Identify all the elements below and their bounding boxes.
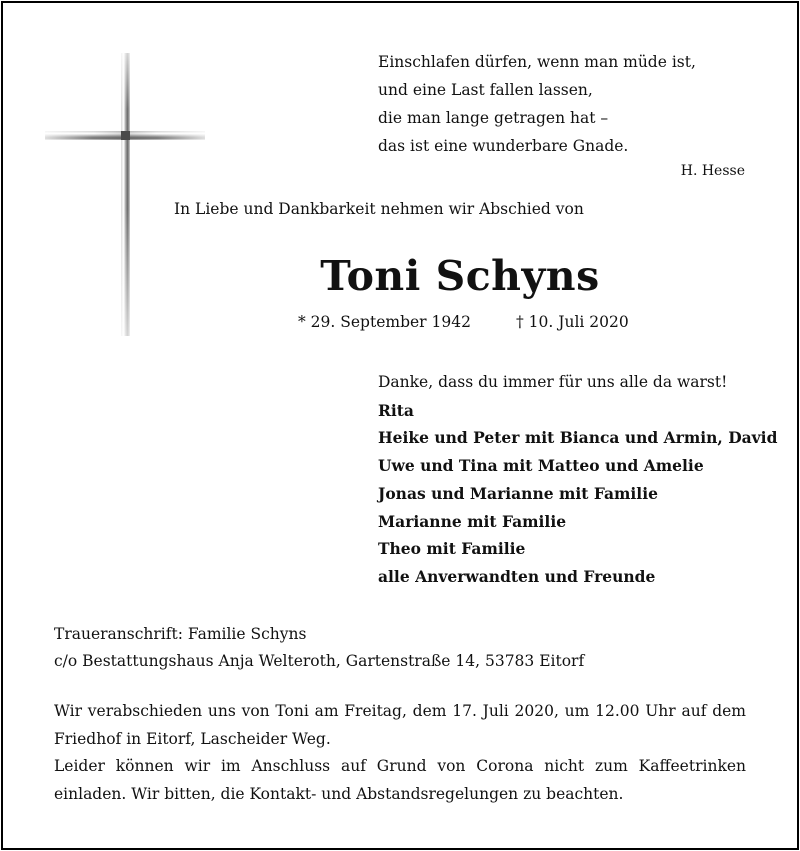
- family-member: Uwe und Tina mit Matteo und Amelie: [378, 456, 704, 476]
- mourning-address: [54, 621, 584, 675]
- poem: [378, 48, 696, 160]
- family-member: Jonas und Marianne mit Familie: [378, 483, 658, 503]
- funeral-notice: [54, 698, 746, 808]
- family-member: Marianne mit Familie: [378, 511, 567, 531]
- corona-notice-paragraph: Leider können wir im Anschluss auf Grund von Corona nicht zum Kaffeetrinken einladen. Wir bitten, die Kontakt- und Abstandsregelungen zu beachten.: [54, 757, 746, 803]
- death-date: † 10. Juli 2020: [516, 313, 629, 331]
- funeral-details-paragraph: Wir verabschieden uns von Toni am Freitag, dem 17. Juli 2020, um 12.00 Uhr auf dem Friedhof in Eitorf, Lascheider Weg.: [54, 702, 746, 748]
- family-member: Theo mit Familie: [378, 539, 526, 559]
- poem-line: die man lange getragen hat –: [378, 109, 609, 127]
- poem-line: das ist eine wunderbare Gnade.: [378, 137, 629, 155]
- address-line-1: Traueranschrift: Familie Schyns: [54, 625, 307, 643]
- family-member: Heike und Peter mit Bianca und Armin, David: [378, 428, 778, 448]
- family-member: alle Anverwandten und Freunde: [378, 566, 656, 586]
- family-member: Rita: [378, 400, 414, 420]
- family-list: [378, 369, 777, 591]
- poem-line: Einschlafen dürfen, wenn man müde ist,: [378, 53, 696, 71]
- birth-date: * 29. September 1942: [298, 313, 471, 331]
- poem-line: und eine Last fallen lassen,: [378, 81, 593, 99]
- thanks-line: Danke, dass du immer für uns alle da warst!: [378, 373, 728, 391]
- poem-author: H. Hesse: [680, 163, 745, 179]
- farewell-intro: In Liebe und Dankbarkeit nehmen wir Abschied von: [174, 200, 584, 218]
- deceased-name: Toni Schyns: [320, 252, 600, 300]
- address-line-2: c/o Bestattungshaus Anja Welteroth, Gartenstraße 14, 53783 Eitorf: [54, 652, 585, 670]
